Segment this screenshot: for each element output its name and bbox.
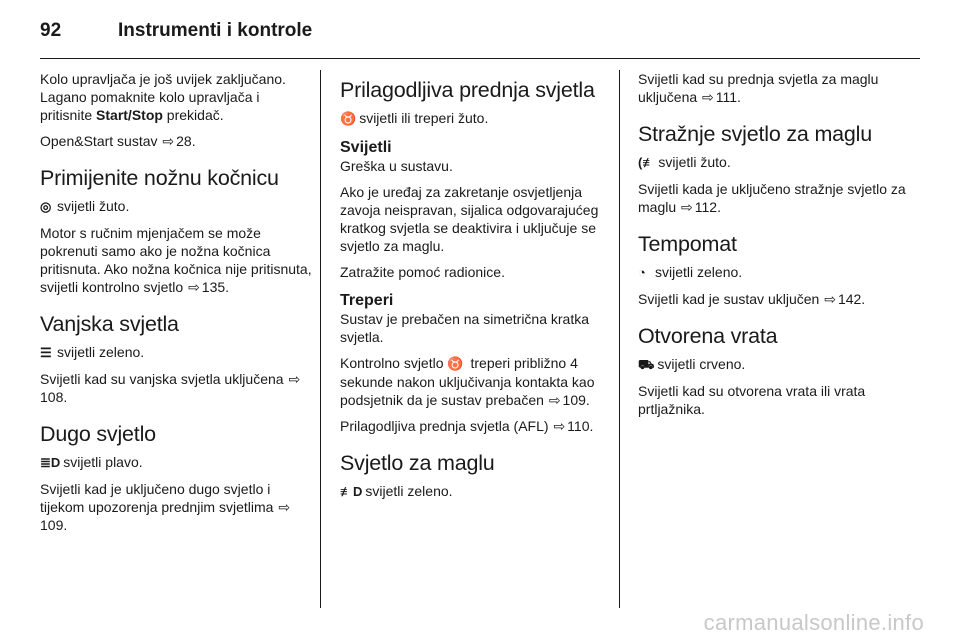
high-beam-status: ≣D svijetli plavo. [40,454,143,470]
start-stop-label: Start/Stop [96,107,163,123]
exterior-lights-icon: ☰ [40,345,52,360]
adaptive-headlight-icon: ♉ [447,356,464,371]
section-heading-high-beam: Dugo svjetlo [40,422,156,446]
door-body: Svijetli kad su otvorena vrata ili vrata prtljažnika. [638,383,866,417]
fog-light-icon: ≢D [340,484,363,499]
section-heading-fog-light: Svjetlo za maglu [340,451,495,475]
page-ref-link[interactable]: 112. [694,199,721,215]
page-ref-link[interactable]: 108. [40,389,68,405]
page-ref-arrow-icon: ⇨ [162,133,175,149]
flash-p3: Prilagodljiva prednja svjetla (AFL) ⇨ 110. [340,418,594,434]
brake-body: Motor s ručnim mjenjačem se može pokrenuti samo ako je nožna kočnica pritisnuta. Ako nožna kočnica nije pritisnuta, svijetli kontrolno svjetlo ⇨ 135. [40,225,312,295]
page-ref-link[interactable]: 142. [837,291,866,307]
page-ref-arrow-icon: ⇨ [288,371,301,387]
page-ref-arrow-icon: ⇨ [188,279,200,295]
section-heading-door-open: Otvorena vrata [638,324,778,348]
page-ref-link[interactable]: 110. [567,418,594,434]
section-heading-afl: Prilagodljiva prednja svjetla [340,78,595,102]
lit-p2: Ako je uređaj za zakretanje osvjetljenja zavoja neispravan, sijalica odgovarajućeg kratkog svjetla se deaktivira i uključuje se svjetlo za maglu. [340,184,599,254]
section-heading-cruise-control: Tempomat [638,232,737,256]
high-beam-body: Svijetli kad je uključeno dugo svjetlo i tijekom upozorenja prednjim svjetlima ⇨109. [40,481,291,533]
rear-fog-status: (≢ svijetli žuto. [638,154,731,170]
rear-fog-light-icon: (≢ [638,155,656,170]
cruise-body: Svijetli kad je sustav uključen ⇨ 142. [638,291,866,307]
high-beam-icon: ≣D [40,455,61,470]
chapter-title: Instrumenti i kontrole [118,20,313,41]
section-heading-rear-fog: Stražnje svjetlo za maglu [638,122,872,146]
watermark: carmanualsonline.info [703,610,924,635]
subheading-flashing: Treperi [340,292,394,309]
lit-p3: Zatražite pomoć radionice. [340,264,505,280]
steering-lock-text: Kolo upravljača je još uvijek zaključano. Lagano pomaknite kolo upravljača i pritisnite Start/Stop prekidač. [40,71,286,123]
header-divider [40,58,920,59]
column-3 [638,70,910,426]
section-heading-exterior-lights: Vanjska svjetla [40,312,179,336]
page-ref-link[interactable]: 109. [562,392,590,408]
subheading-lit: Svijetli [340,139,392,156]
fog-continued: Svijetli kad su prednja svjetla za maglu uključena ⇨ 111. [638,71,879,105]
door-status: ⛟ svijetli crveno. [638,356,746,372]
page-ref-link[interactable]: 135. [201,279,230,295]
fog-status: ≢D svijetli zeleno. [340,483,453,499]
rear-fog-body: Svijetli kada je uključeno stražnje svjetlo za maglu ⇨ 112. [638,181,906,215]
flash-p2: Kontrolno svjetlo ♉ treperi približno 4 sekunde nakon uključivanja kontakta kao podsjetnik da je sustav prebačen ⇨ 109. [340,355,595,408]
adaptive-headlight-icon: ♉ [340,111,357,126]
page-ref-arrow-icon: ⇨ [681,199,693,215]
page-ref-arrow-icon: ⇨ [553,418,566,434]
brake-status: ◎ svijetli žuto. [40,198,130,214]
page-ref-link[interactable]: 109. [40,517,68,533]
page-header [40,14,920,58]
door-open-icon: ⛟ [638,357,655,372]
column-divider-1 [320,70,321,608]
brake-pedal-icon: ◎ [40,199,52,214]
page-ref-arrow-icon: ⇨ [278,499,291,515]
page-ref-arrow-icon: ⇨ [548,392,561,408]
column-1 [40,70,312,542]
page-ref-link[interactable]: 111. [715,89,741,105]
page-number: 92 [40,20,62,41]
exterior-body: Svijetli kad su vanjska svjetla uključena ⇨108. [40,371,301,405]
column-2 [340,70,612,509]
lit-p1: Greška u sustavu. [340,158,453,174]
exterior-status: ☰ svijetli zeleno. [40,344,145,360]
cruise-status: ◔ svijetli zeleno. [638,264,743,280]
page-ref-arrow-icon: ⇨ [702,89,714,105]
afl-status: ♉ svijetli ili treperi žuto. [340,110,489,126]
column-divider-2 [619,70,620,608]
page-ref-link[interactable]: 28. [176,133,196,149]
flash-p1: Sustav je prebačen na simetrična kratka svjetla. [340,311,590,345]
cruise-control-icon: ◔ [638,265,646,280]
section-heading-brake: Primijenite nožnu kočnicu [40,166,279,190]
open-start-ref: Open&Start sustav ⇨ 28. [40,133,196,149]
page-ref-arrow-icon: ⇨ [824,291,836,307]
